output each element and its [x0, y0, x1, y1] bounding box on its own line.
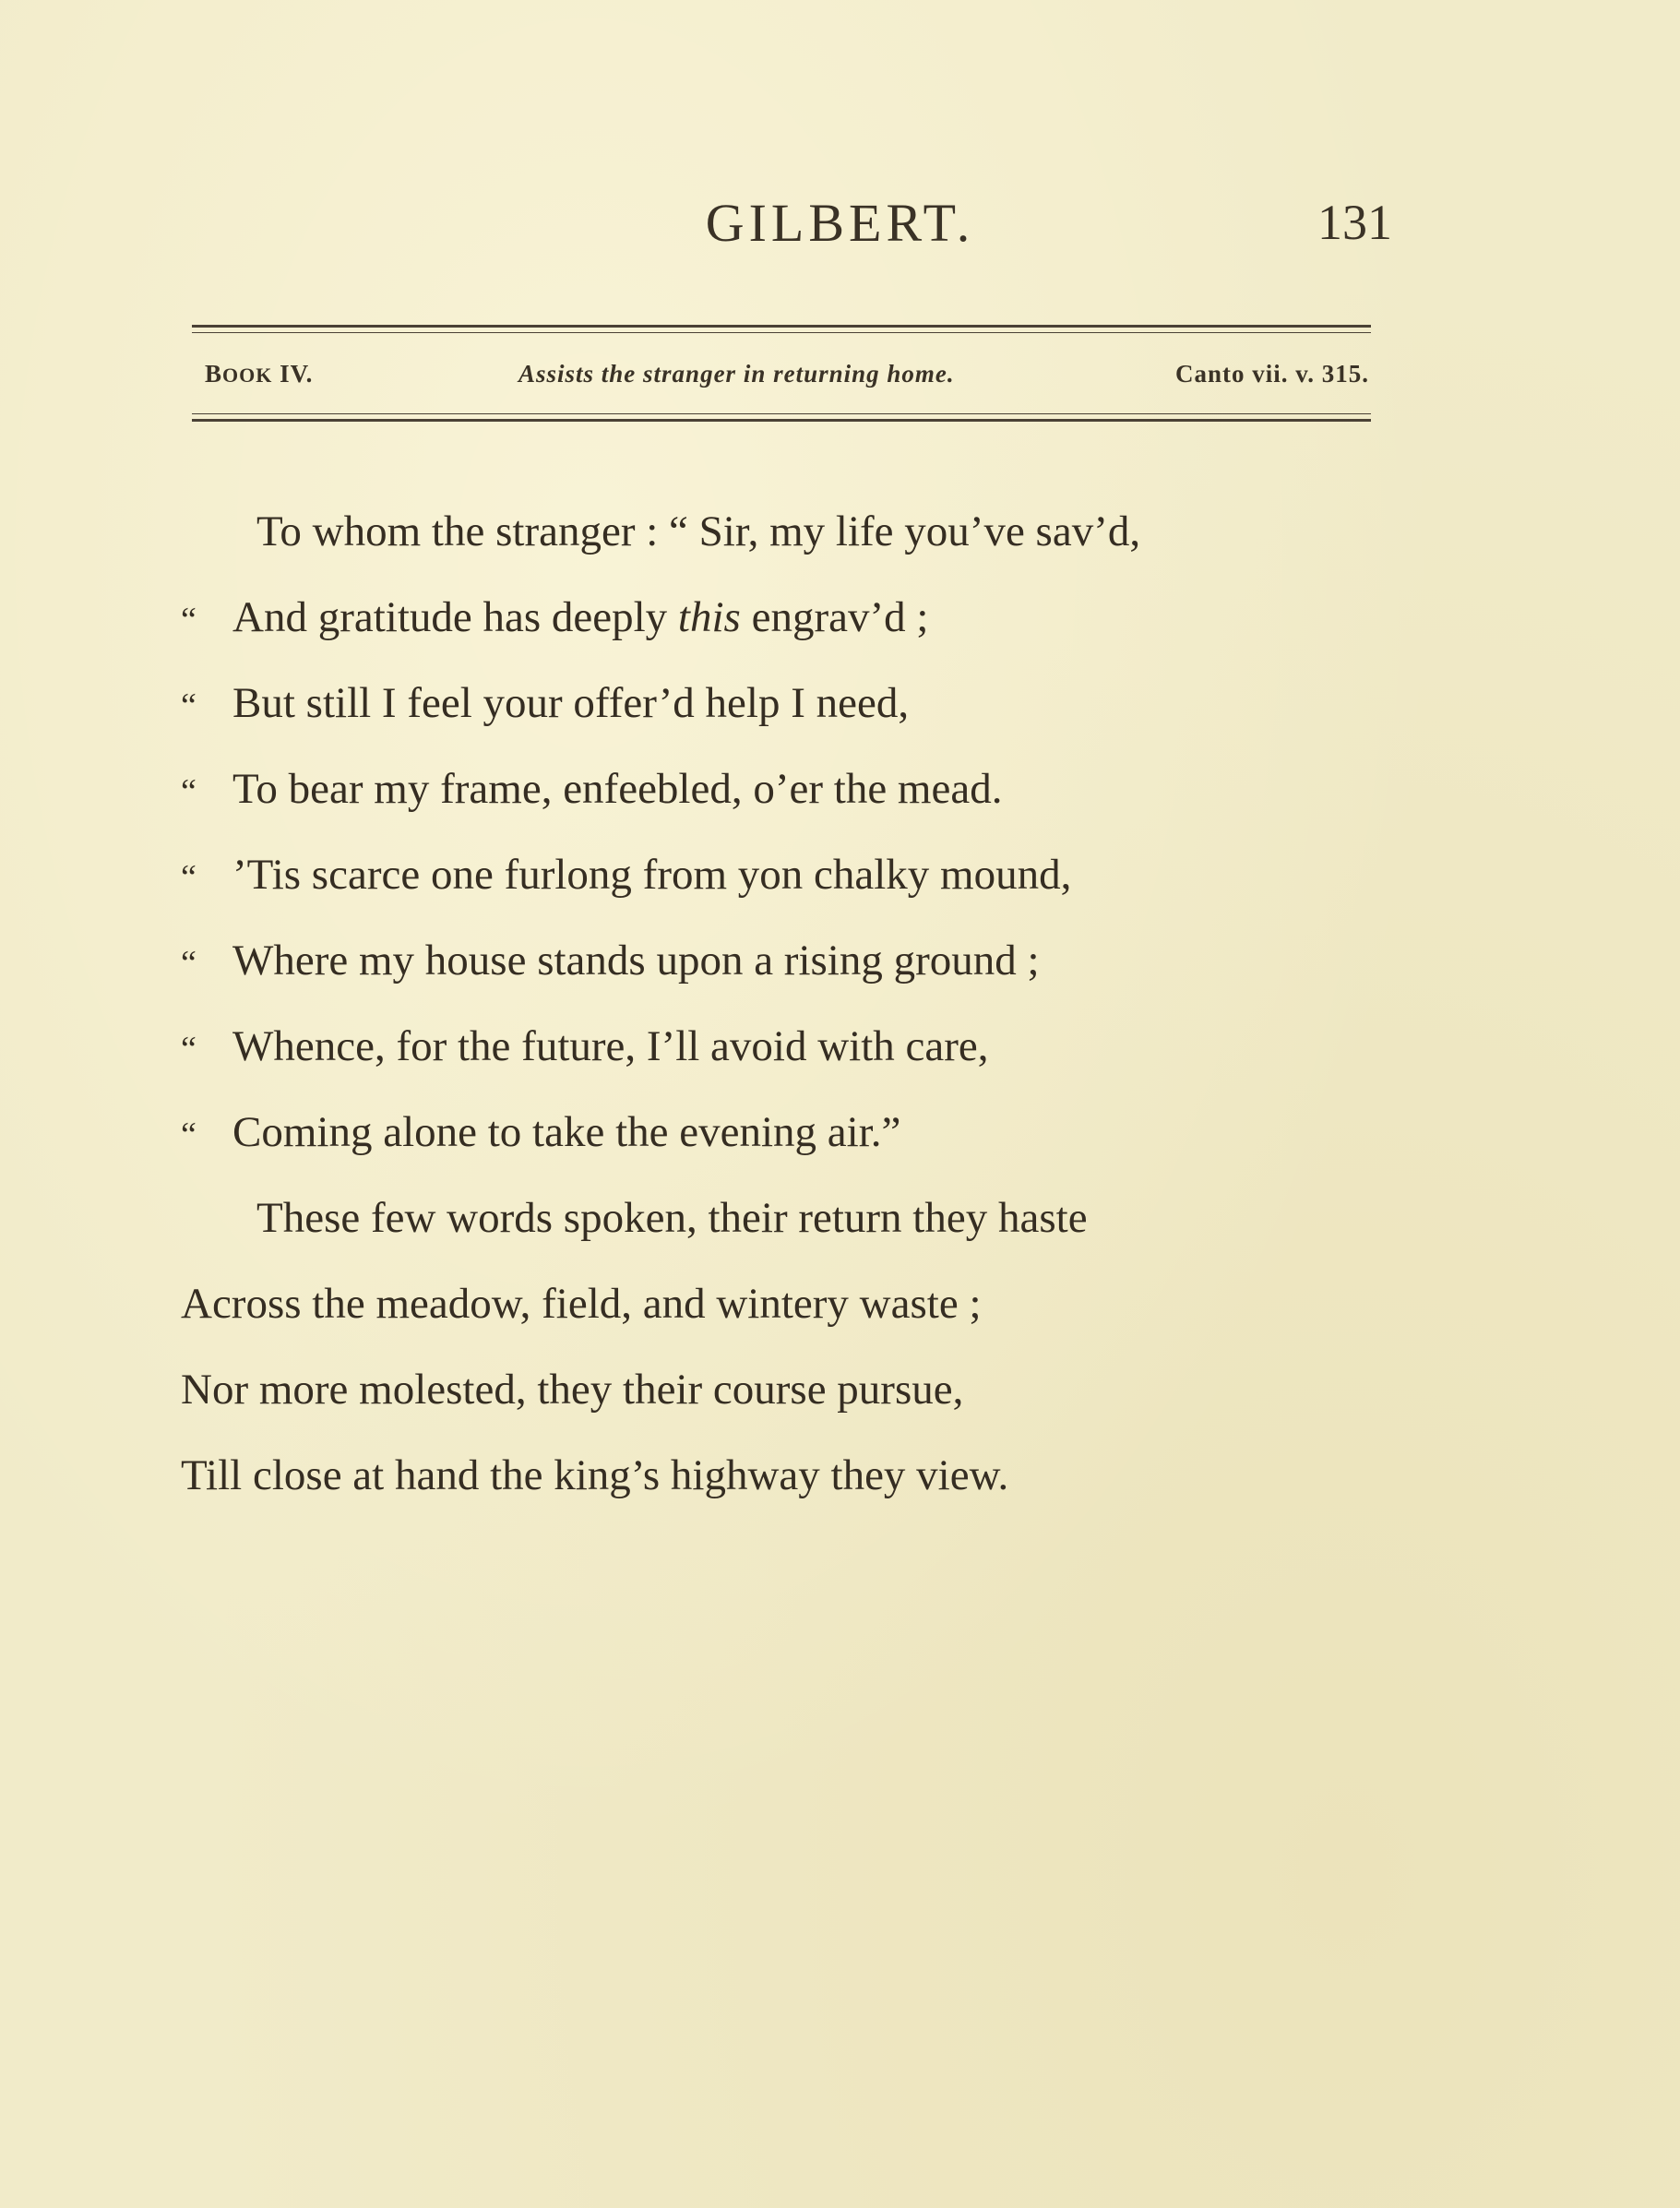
- verse-line: “ Coming alone to take the evening air.”: [181, 1090, 1380, 1176]
- emphasis: this: [677, 593, 741, 641]
- quote-mark: “: [181, 686, 197, 725]
- quote-mark: “: [181, 1116, 197, 1154]
- running-title: GILBERT.: [705, 193, 975, 253]
- section-summary: Assists the stranger in returning home.: [518, 360, 955, 388]
- verse-line: Nor more molested, they their course pursue,: [181, 1366, 964, 1414]
- header-rule-top-thin: [192, 332, 1371, 333]
- header-rule-bottom: [192, 419, 1371, 422]
- verse-line: “ But still I feel your offer’d help I need,: [181, 661, 1380, 746]
- page-number: 131: [1317, 195, 1392, 250]
- quote-mark: “: [181, 944, 197, 983]
- header-rule-top: [192, 325, 1371, 328]
- book-label: BOOK IV.: [205, 360, 314, 388]
- verse-line: “ Whence, for the future, I’ll avoid with care,: [181, 1004, 1380, 1090]
- quote-mark: “: [181, 772, 197, 811]
- verse-line: To whom the stranger : “ Sir, my life you’ve sav’d,: [256, 507, 1141, 555]
- verse-line: “ And gratitude has deeply this engrav’d ;: [181, 575, 1380, 661]
- verse-line: “ Where my house stands upon a rising ground ;: [181, 918, 1380, 1004]
- header-rule-bottom-thin: [192, 413, 1371, 414]
- verse-line: These few words spoken, their return they haste: [256, 1194, 1088, 1242]
- canto-reference: Canto vii. v. 315.: [1174, 360, 1369, 388]
- verse-body: [181, 489, 1380, 1519]
- verse-line: Till close at hand the king’s highway they view.: [181, 1451, 1009, 1499]
- verse-line: “ ’Tis scarce one furlong from yon chalky mound,: [181, 832, 1380, 918]
- quote-mark: “: [181, 601, 197, 639]
- verse-line: “ To bear my frame, enfeebled, o’er the mead.: [181, 746, 1380, 832]
- quote-mark: “: [181, 858, 197, 897]
- quote-mark: “: [181, 1030, 197, 1068]
- verse-line: Across the meadow, field, and wintery waste ;: [181, 1280, 982, 1328]
